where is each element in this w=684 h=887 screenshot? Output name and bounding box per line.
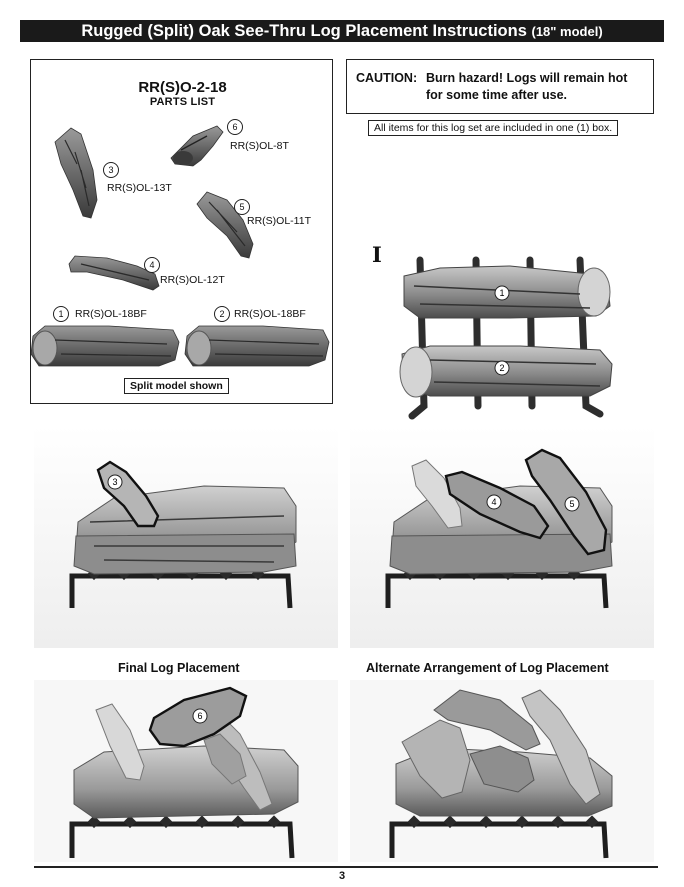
part-number-6: 6 xyxy=(227,119,243,135)
part-number-3: 3 xyxy=(103,162,119,178)
header-title: Rugged (Split) Oak See-Thru Log Placement Instructions xyxy=(81,22,527,40)
parts-set-code: RR(S)O-2-18 xyxy=(138,79,227,96)
part-number-4: 4 xyxy=(144,257,160,273)
part-label-13t: RR(S)OL-13T xyxy=(107,182,172,194)
marker-6-label: 6 xyxy=(197,711,203,721)
log-13t-image xyxy=(55,128,97,218)
step-iii-image xyxy=(350,426,654,648)
part-label-18bf-1: RR(S)OL-18BF xyxy=(75,308,147,320)
caption-final-placement: Final Log Placement xyxy=(118,661,240,675)
part-number-2: 2 xyxy=(214,306,230,322)
log-18bf-image-2 xyxy=(185,326,329,366)
step-label-i: I xyxy=(372,242,382,267)
parts-log-images xyxy=(31,60,334,405)
parts-list-title: PARTS LIST xyxy=(149,96,216,108)
caption-alternate-arrangement: Alternate Arrangement of Log Placement xyxy=(366,661,609,675)
part-number-1: 1 xyxy=(53,306,69,322)
split-model-note: Split model shown xyxy=(124,378,229,394)
page-header xyxy=(20,20,664,42)
marker-2-label: 2 xyxy=(499,363,505,373)
box-contents-note: All items for this log set are included in one (1) box. xyxy=(368,120,618,136)
marker-4-label: 4 xyxy=(491,497,497,507)
part-label-8t: RR(S)OL-8T xyxy=(230,140,289,152)
log-8t-image xyxy=(171,126,223,166)
marker-1-label: 1 xyxy=(499,288,505,298)
part-number-5: 5 xyxy=(234,199,250,215)
step-iv-image xyxy=(34,680,338,862)
part-label-12t: RR(S)OL-12T xyxy=(160,274,225,286)
step-i-image xyxy=(390,246,620,422)
step-ii-image xyxy=(34,426,338,648)
part-label-18bf-2: RR(S)OL-18BF xyxy=(234,308,306,320)
caution-line-1: Burn hazard! Logs will remain hot xyxy=(426,71,628,85)
parts-list-box xyxy=(30,59,333,404)
marker-3-label: 3 xyxy=(112,477,118,487)
caution-lead: CAUTION: xyxy=(356,71,418,85)
footer-rule xyxy=(34,866,658,868)
marker-5-label: 5 xyxy=(569,499,575,509)
page-number: 3 xyxy=(338,870,346,882)
log-18bf-image-1 xyxy=(31,326,179,366)
alternate-arrangement-image xyxy=(350,680,654,862)
caution-box xyxy=(346,59,654,114)
caution-line-2: for some time after use. xyxy=(426,88,568,102)
part-label-11t: RR(S)OL-11T xyxy=(247,215,311,227)
header-model: (18" model) xyxy=(531,24,603,39)
